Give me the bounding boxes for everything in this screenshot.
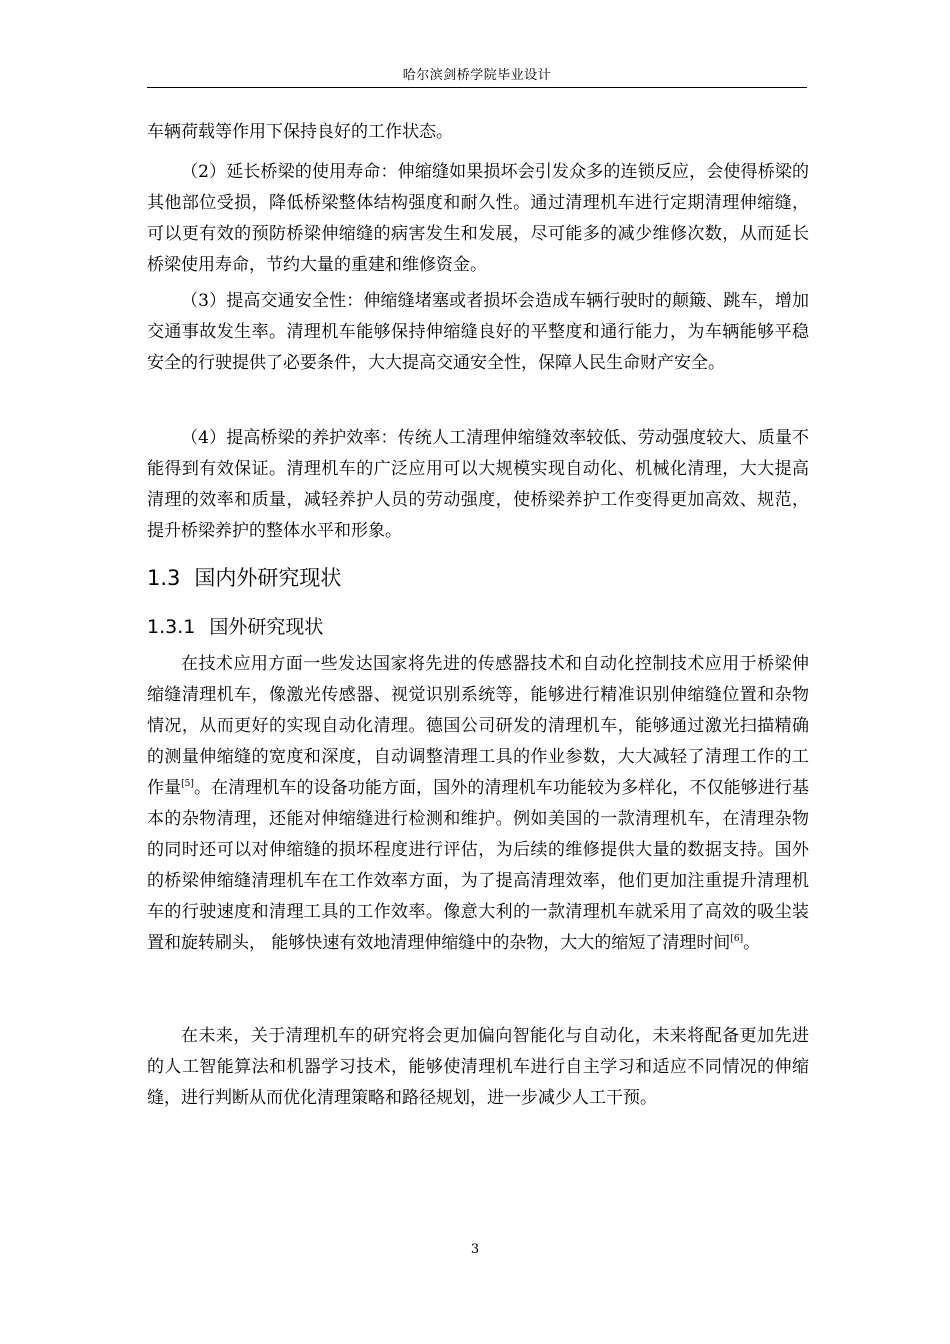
paragraph-text: 。在清理机车的设备功能方面，国外的清理机车功能较为多样化，不仅能够进行基本的杂物清理，还能对伸缩缝进行检测和维护。例如美国的一款清理机车，在清理杂物的同时还可以对伸缩缝的损坏程度进行评估，为后续的维修提供大量的数据支持。国外的桥梁伸缩缝清理机车在工作效率方面，为了提高清理效率，他们更加注重提升清理机车的行驶速度和清理工具的工作效率。像意大利的一款清理机车就采用了高效的吸尘装置和旋转刷头， 能够快速有效地清理伸缩缝中的杂物，大大的缩短了清理时间 xyxy=(147,778,809,953)
paragraph-foreign-research xyxy=(147,649,809,959)
paragraph-item-2: （2）延长桥梁的使用寿命：伸缩缝如果损坏会引发众多的连锁反应，会使得桥梁的其他部位受损，降低桥梁整体结构强度和耐久性。通过清理机车进行定期清理伸缩缝，可以更有效的预防桥梁伸缩缝的病害发生和发展，尽可能多的减少维修次数，从而延长桥梁使用寿命，节约大量的重建和维修资金。 xyxy=(147,162,809,275)
subsection-heading xyxy=(147,612,323,639)
section-number: 1.3 xyxy=(147,566,181,590)
section-title: 国内外研究现状 xyxy=(194,566,342,590)
paragraph-future: 在未来，关于清理机车的研究将会更加偏向智能化与自动化，未来将配备更加先进的人工智能算法和机器学习技术，能够使清理机车进行自主学习和适应不同情况的伸缩缝，进行判断从而优化清理策略和路径规划，进一步减少人工干预。 xyxy=(147,1026,809,1108)
paragraph-item-4: （4）提高桥梁的养护效率：传统人工清理伸缩缝效率较低、劳动强度较大、质量不能得到有效保证。清理机车的广泛应用可以大规模实现自动化、机械化清理，大大提高清理的效率和质量，减轻养护人员的劳动强度，使桥梁养护工作变得更加高效、规范，提升桥梁养护的整体水平和形象。 xyxy=(147,428,809,541)
header-divider xyxy=(147,87,807,88)
section-heading xyxy=(147,562,341,592)
paragraph-continuation: 车辆荷载等作用下保持良好的工作状态。 xyxy=(147,122,453,142)
page-number: 3 xyxy=(470,1242,480,1257)
paragraph-text: 。 xyxy=(743,933,761,953)
paragraph-text: 在技术应用方面一些发达国家将先进的传感器技术和自动化控制技术应用于桥梁伸缩缝清理机车，像激光传感器、视觉识别系统等，能够进行精准识别伸缩缝位置和杂物情况，从而更好的实现自动化清理。德国公司研发的清理机车，能够通过激光扫描精确的测量伸缩缝的宽度和深度，自动调整清理工具的作业参数，大大减轻了清理工作的工作量 xyxy=(147,654,809,798)
subsection-title: 国外研究现状 xyxy=(209,616,324,638)
citation-ref: [5] xyxy=(181,779,194,789)
subsection-number: 1.3.1 xyxy=(147,616,196,638)
paragraph-item-3: （3）提高交通安全性：伸缩缝堵塞或者损坏会造成车辆行驶时的颠簸、跳车，增加交通事故发生率。清理机车能够保持伸缩缝良好的平整度和通行能力，为车辆能够平稳安全的行驶提供了必要条件，大大提高交通安全性，保障人民生命财产安全。 xyxy=(147,291,809,373)
page-header: 哈尔滨剑桥学院毕业设计 xyxy=(402,68,552,83)
citation-ref: [6] xyxy=(730,934,744,944)
